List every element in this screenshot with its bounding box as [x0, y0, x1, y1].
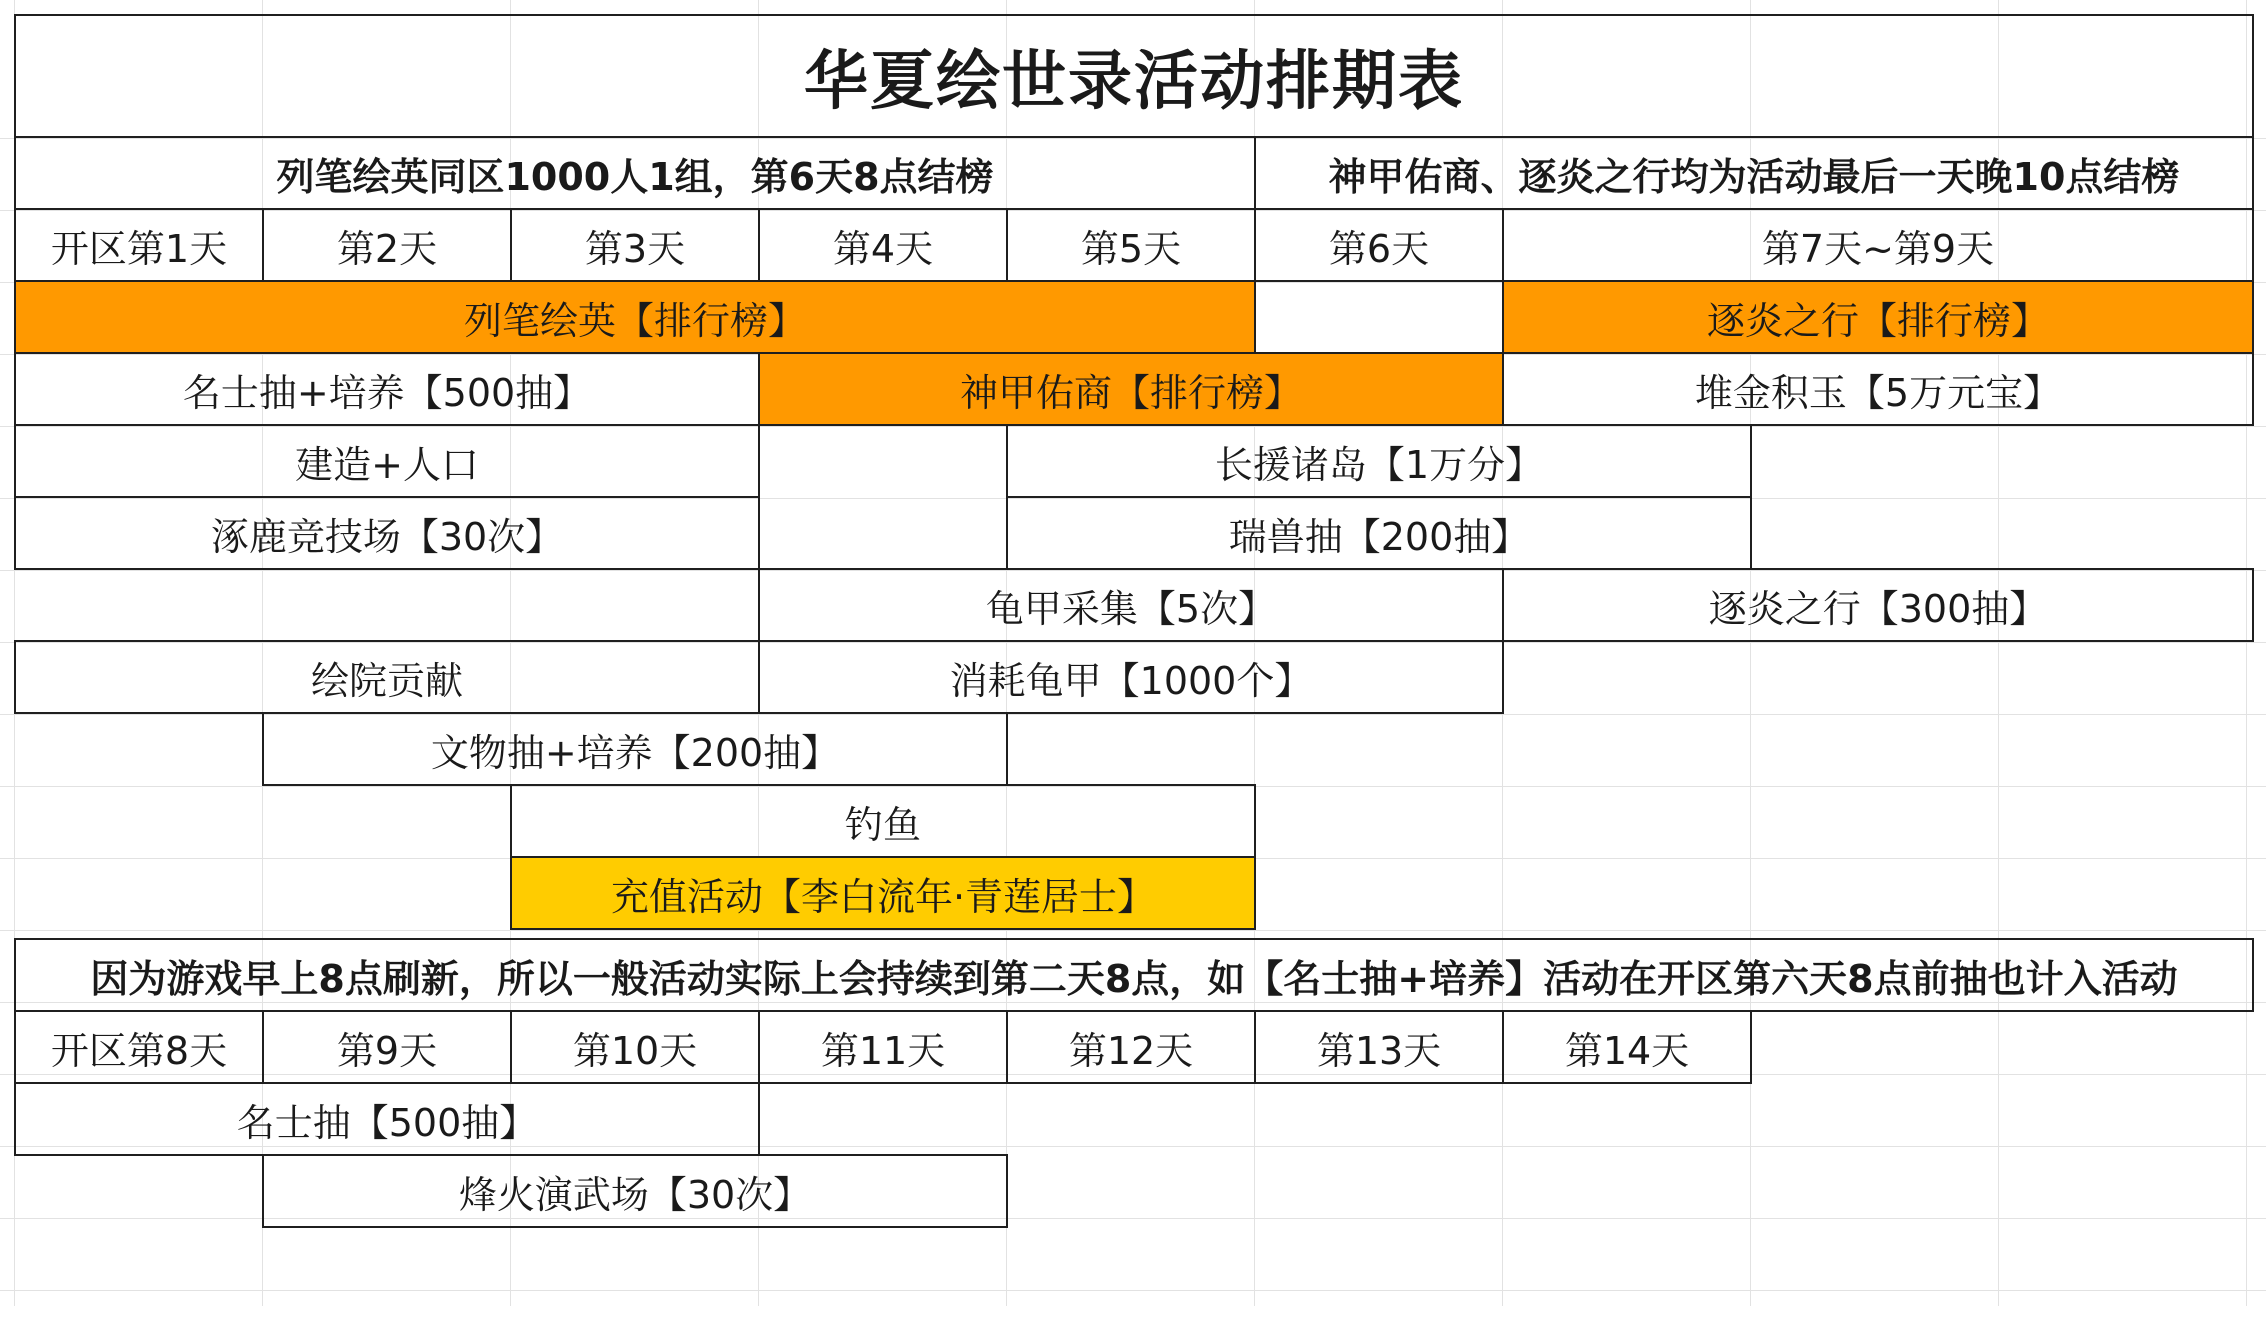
event-cell[interactable]: 消耗龟甲【1000个】 [758, 640, 1504, 714]
event-cell[interactable]: 烽火演武场【30次】 [262, 1154, 1008, 1228]
day-header: 第5天 [1006, 208, 1256, 282]
event-cell[interactable]: 逐炎之行【300抽】 [1502, 568, 2254, 642]
note-leaderboard-group: 列笔绘英同区1000人1组，第6天8点结榜 [14, 136, 1256, 210]
day-header: 第2天 [262, 208, 512, 282]
day-header: 第4天 [758, 208, 1008, 282]
day-header: 第6天 [1254, 208, 1504, 282]
event-cell[interactable]: 名士抽+培养【500抽】 [14, 352, 760, 426]
event-cell[interactable]: 建造+人口 [14, 424, 760, 498]
day-header: 第10天 [510, 1010, 760, 1084]
day-header: 第13天 [1254, 1010, 1504, 1084]
event-cell[interactable]: 神甲佑商【排行榜】 [758, 352, 1504, 426]
event-cell[interactable]: 涿鹿竞技场【30次】 [14, 496, 760, 570]
event-cell[interactable]: 逐炎之行【排行榜】 [1502, 280, 2254, 354]
day-header: 第3天 [510, 208, 760, 282]
gridline-horizontal [0, 1290, 2266, 1291]
day-header: 第9天 [262, 1010, 512, 1084]
event-cell[interactable]: 长援诸岛【1万分】 [1006, 424, 1752, 498]
empty-cell [758, 424, 1008, 570]
event-cell[interactable]: 瑞兽抽【200抽】 [1006, 496, 1752, 570]
sheet-title: 华夏绘世录活动排期表 [14, 14, 2254, 138]
event-cell[interactable]: 龟甲采集【5次】 [758, 568, 1504, 642]
day-header: 开区第1天 [14, 208, 264, 282]
event-cell[interactable]: 钓鱼 [510, 784, 1256, 858]
event-cell[interactable]: 列笔绘英【排行榜】 [14, 280, 1256, 354]
event-cell[interactable]: 充值活动【李白流年·青莲居士】 [510, 856, 1256, 930]
day-header: 开区第8天 [14, 1010, 264, 1084]
day-header: 第12天 [1006, 1010, 1256, 1084]
event-cell[interactable]: 绘院贡献 [14, 640, 760, 714]
event-cell[interactable]: 名士抽【500抽】 [14, 1082, 760, 1156]
day-header: 第11天 [758, 1010, 1008, 1084]
day-header: 第14天 [1502, 1010, 1752, 1084]
refresh-note: 因为游戏早上8点刷新，所以一般活动实际上会持续到第二天8点，如【名士抽+培养】活动在开区第六天8点前抽也计入活动 [14, 938, 2254, 1012]
gridline-horizontal [0, 930, 2266, 931]
note-leaderboard-close: 神甲佑商、逐炎之行均为活动最后一天晚10点结榜 [1254, 136, 2254, 210]
event-cell[interactable]: 文物抽+培养【200抽】 [262, 712, 1008, 786]
empty-cell [1254, 280, 1504, 354]
event-cell[interactable]: 堆金积玉【5万元宝】 [1502, 352, 2254, 426]
day-header: 第7天~第9天 [1502, 208, 2254, 282]
